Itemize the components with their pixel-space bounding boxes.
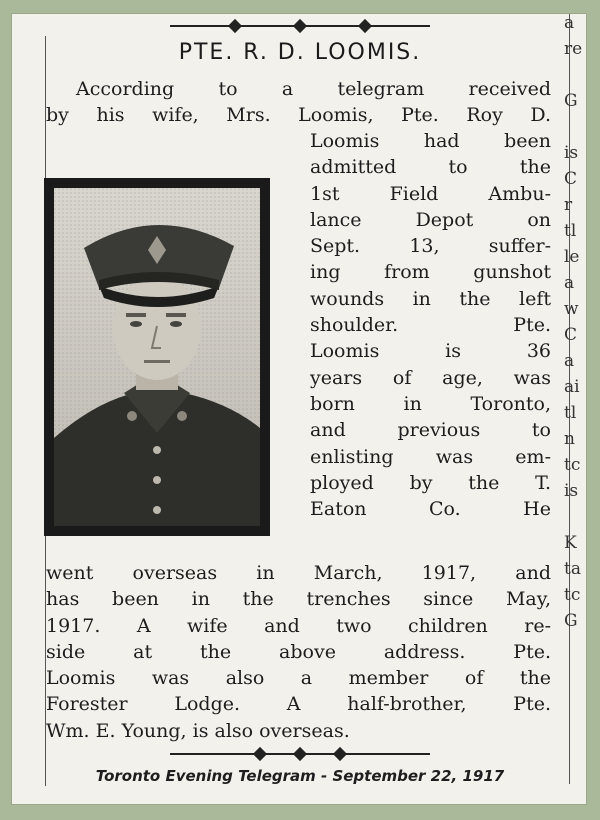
article-line: wounds in the left	[310, 287, 551, 310]
article-line: lance Depot on	[310, 208, 551, 231]
adjacent-column-fragment: n	[564, 429, 575, 449]
adjacent-column-fragment: C	[564, 325, 578, 345]
adjacent-column-fragment: G	[564, 611, 578, 631]
adjacent-column-fragment: K	[564, 533, 577, 553]
adjacent-column-fragment: re	[564, 39, 583, 59]
article-line: Forester Lodge. A half-brother, Pte.	[46, 693, 551, 716]
portrait-image	[54, 188, 260, 526]
adjacent-column-fragment: ta	[564, 559, 581, 579]
article-line: has been in the trenches since May,	[46, 588, 551, 611]
adjacent-column-fragment: ai	[564, 377, 580, 397]
article-line: went overseas in March, 1917, and	[46, 562, 551, 584]
article-line: born in Toronto,	[310, 392, 551, 415]
adjacent-column-fragment: a	[564, 13, 575, 33]
article-line: Loomis had been	[310, 130, 551, 152]
article-line: by his wife, Mrs. Loomis, Pte. Roy D.	[46, 104, 551, 127]
soldier-portrait-icon	[54, 188, 260, 526]
article-line: side at the above address. Pte.	[46, 640, 551, 663]
article-line: and previous to	[310, 419, 551, 442]
article-line: ing from gunshot	[310, 261, 551, 284]
article-intro	[46, 76, 551, 129]
article-line: Loomis is 36	[310, 340, 551, 363]
article-line: According to a telegram received	[76, 78, 551, 100]
article-line: Wm. E. Young, is also overseas.	[46, 719, 350, 742]
headline: PTE. R. D. LOOMIS.	[178, 40, 422, 65]
article-line: years of age, was	[310, 366, 551, 389]
source-caption: Toronto Evening Telegram - September 22, 1917	[95, 767, 505, 785]
adjacent-column-fragment: a	[564, 273, 575, 293]
article-line: ployed by the T.	[310, 471, 551, 494]
adjacent-column-fragment	[564, 114, 588, 140]
article-line: 1917. A wife and two children re-	[46, 614, 551, 637]
adjacent-column-fragment: G	[564, 91, 578, 111]
bottom-ornament-rule	[170, 748, 430, 760]
adjacent-column-fragment: C	[564, 169, 578, 189]
adjacent-column-fragments	[564, 10, 588, 634]
adjacent-column-fragment: tc	[564, 455, 581, 475]
article-line: Sept. 13, suffer-	[310, 235, 551, 258]
adjacent-column-fragment: w	[564, 299, 579, 319]
article-line: admitted to the	[310, 156, 551, 179]
article-line: 1st Field Ambu-	[310, 182, 551, 205]
adjacent-column-fragment: a	[564, 351, 575, 371]
adjacent-column-fragment	[564, 504, 588, 530]
adjacent-column-fragment: is	[564, 481, 579, 501]
top-ornament-rule	[170, 20, 430, 32]
adjacent-column-fragment: tl	[564, 403, 577, 423]
adjacent-column-fragment: tl	[564, 221, 577, 241]
adjacent-column-fragment: tc	[564, 585, 581, 605]
adjacent-column-fragment: le	[564, 247, 580, 267]
article-line: enlisting was em-	[310, 445, 551, 468]
adjacent-column-fragment	[564, 62, 588, 88]
article-line: Eaton Co. He	[310, 498, 551, 521]
soldier-portrait-photo	[44, 178, 270, 536]
article-line: shoulder. Pte.	[310, 314, 551, 337]
article-body-lower	[46, 560, 551, 744]
adjacent-column-fragment: is	[564, 143, 579, 163]
adjacent-column-fragment: r	[564, 195, 573, 215]
article-wrapped-column	[310, 128, 551, 522]
article-line: Loomis was also a member of the	[46, 667, 551, 690]
